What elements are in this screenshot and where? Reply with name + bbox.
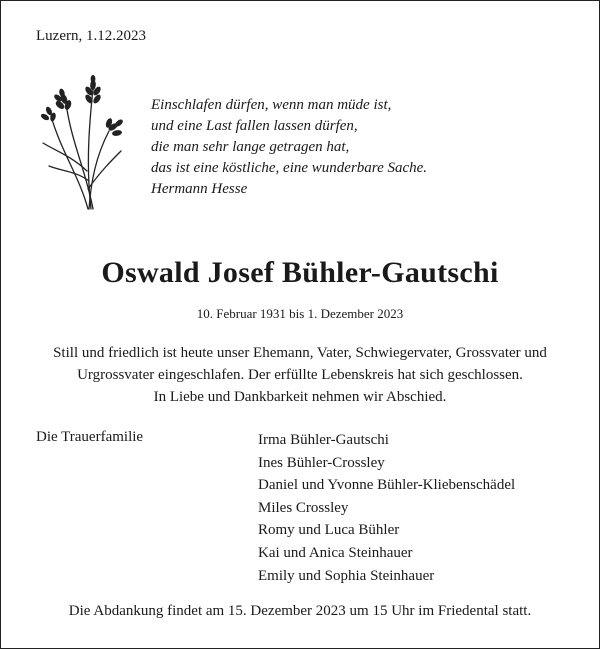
family-member: Ines Bühler-Crossley [258,454,385,471]
family-member: Kai und Anica Steinhauer [258,544,413,561]
family-list [258,429,515,587]
family-member: Miles Crossley [258,499,349,516]
quote-line: Einschlafen dürfen, wenn man müde ist, [151,97,392,113]
ceremony-info: Die Abdankung findet am 15. Dezember 2023 um 15 Uhr im Friedental statt. [68,603,532,619]
message-line: Urgrossvater eingeschlafen. Der erfüllte Lebenskreis hat sich geschlossen. [77,367,523,383]
quote-line: die man sehr lange getragen hat, [151,139,350,155]
quote-author: Hermann Hesse [151,181,248,197]
message-line: Still und friedlich ist heute unser Ehemann, Vater, Schwiegervater, Grossvater und [53,345,547,361]
family-member: Daniel und Yvonne Bühler-Kliebenschädel [258,477,516,494]
deceased-name: Oswald Josef Bühler-Gautschi [101,256,499,289]
message-line: In Liebe und Dankbarkeit nehmen wir Abschied. [153,389,447,405]
farewell-message [1,342,599,408]
family-member: Emily und Sophia Steinhauer [258,567,435,584]
wheat-icon [31,71,126,211]
family-label: Die Trauerfamilie [36,429,144,445]
quote-line: das ist eine köstliche, eine wunderbare Sache. [151,160,428,176]
family-member: Romy und Luca Bühler [258,522,400,539]
quote-line: und eine Last fallen lassen dürfen, [151,118,358,134]
life-dates: 10. Februar 1931 bis 1. Dezember 2023 [196,306,404,321]
family-member: Irma Bühler-Gautschi [258,432,389,448]
place-date: Luzern, 1.12.2023 [36,28,146,44]
quote [151,95,427,200]
